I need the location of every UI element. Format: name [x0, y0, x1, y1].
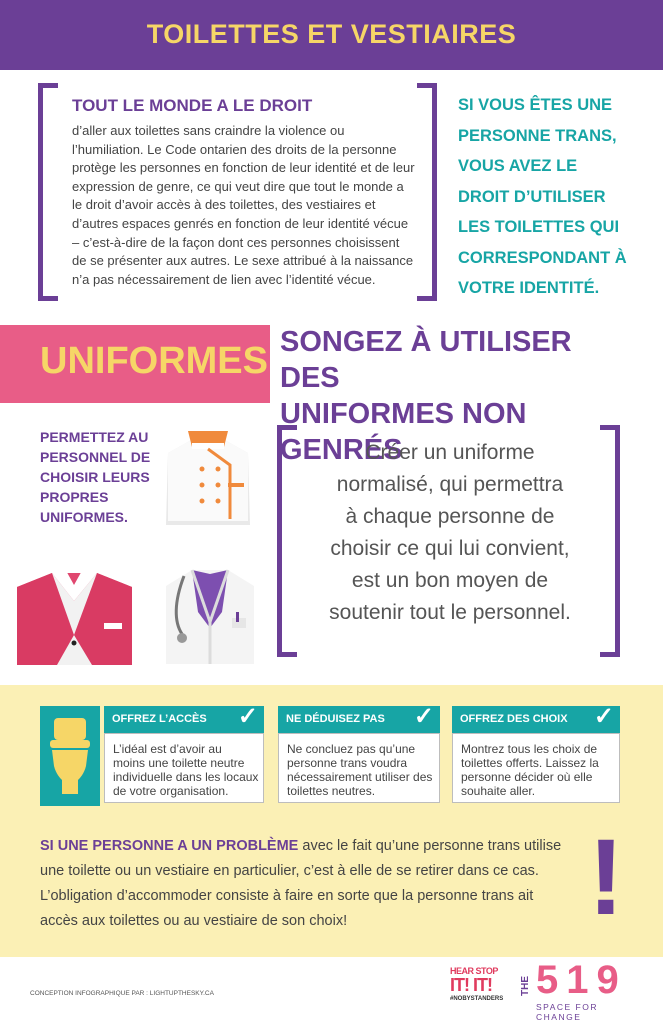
checkmark-icon: ✓ [237, 703, 258, 730]
accommodation-note [40, 834, 590, 934]
rights-body: d’aller aux toilettes sans craindre la violence ou l’humiliation. Le Code ontarien des droits de la personne protège les personnes en fonction de leur identité et de leur expression de genre, ce qui veut dire que tout le monde a le droit d’avoir accès à des toilettes, des vestiaires et d’autres espaces genrés en fonction de leur identité vécue – c’est-à-dire de la façon dont ces personnes choisissent de se présenter aux autres. Le sexe attribué à la naissance n’a pas nécessairement de lien avec l’identité vécue. [72, 123, 415, 287]
callout-line: DROIT D’UTILISER [458, 187, 606, 206]
heading-line: UNIFORMES NON GENRÉS [280, 398, 527, 466]
right-bracket [417, 83, 437, 301]
card-header-no-assume [278, 703, 440, 733]
permit-line: PROPRES [40, 489, 109, 505]
permit-text [40, 427, 170, 527]
trans-rights-callout [458, 90, 658, 304]
card-line: personne décider où elle [461, 770, 593, 784]
vest-uniform-icon [12, 565, 137, 667]
note-line: avec le fait qu’une personne trans utilise [298, 838, 562, 854]
doctor-coat-icon [160, 562, 260, 667]
chef-jacket-icon [158, 425, 258, 530]
the-519-logo: THE 519 SPACE FOR CHANGE [520, 958, 627, 1022]
permit-line: UNIFORMES. [40, 509, 128, 525]
card-line: L’idéal est d’avoir au [113, 742, 222, 756]
left-bracket [277, 425, 297, 657]
card-line: moins une toilette neutre [113, 756, 245, 770]
body-line: soutenir tout le personnel. [329, 601, 571, 624]
card-line: personne trans voudra [287, 756, 408, 770]
checkmark-icon: ✓ [413, 703, 434, 730]
permit-line: CHOISIR LEURS [40, 469, 150, 485]
card-body-access [104, 733, 264, 803]
callout-line: LES TOILETTES QUI [458, 218, 620, 236]
toilet-icon [40, 706, 100, 806]
card-line: Montrez tous les choix de [461, 742, 598, 756]
uniforms-body [295, 437, 605, 629]
uniforms-title: UNIFORMES [40, 340, 268, 382]
left-bracket [38, 83, 58, 301]
note-line: accès aux toilettes ou au vestiaire de son choix! [40, 913, 348, 929]
permit-line: PERSONNEL DE [40, 449, 151, 465]
checkmark-icon: ✓ [593, 703, 614, 730]
card-line: souhaite aller. [461, 784, 536, 798]
body-line: à chaque personne de [345, 505, 555, 528]
callout-line: PERSONNE TRANS, [458, 126, 617, 145]
body-line: Créer un uniforme [365, 441, 535, 464]
card-title: NE DÉDUISEZ PAS [286, 713, 385, 725]
body-line: choisir ce qui lui convient, [330, 537, 570, 560]
body-line: est un bon moyen de [351, 569, 549, 592]
heading-line: SONGEZ À UTILISER DES [280, 326, 572, 394]
design-credit: CONCEPTION INFOGRAPHIQUE PAR : LIGHTUPTHESKY.CA [30, 990, 214, 997]
card-header-choices [452, 703, 620, 733]
card-body-choices [452, 733, 620, 803]
note-line: une toilette ou un vestiaire en particulier, c’est à elle de se retirer dans ce cas. [40, 863, 539, 879]
card-line: toilettes offerts. Laissez la [461, 756, 599, 770]
card-line: nécessairement utiliser des [287, 770, 433, 784]
callout-line: CORRESPONDANT À [458, 248, 627, 267]
note-line: L’obligation d’accommoder consiste à faire en sorte que la personne trans ait [40, 888, 534, 904]
card-title: OFFREZ DES CHOIX [460, 713, 568, 725]
rights-heading: TOUT LE MONDE A LE DROIT [72, 96, 313, 115]
card-line: de votre organisation. [113, 784, 229, 798]
card-line: Ne concluez pas qu’une [287, 742, 416, 756]
card-title: OFFREZ L’ACCÈS [112, 713, 207, 725]
page-title: TOILETTES ET VESTIAIRES [146, 19, 517, 49]
callout-line: SI VOUS ÊTES UNE [458, 96, 613, 114]
note-lead: SI UNE PERSONNE A UN PROBLÈME [40, 838, 299, 854]
card-line: toilettes neutres. [287, 784, 376, 798]
callout-line: VOTRE IDENTITÉ. [458, 279, 600, 297]
hear-it-stop-it-logo: HEAR STOP IT! IT! #NOBYSTANDERS [450, 966, 504, 1002]
card-line: individuelle dans les locaux [113, 770, 259, 784]
card-body-no-assume [278, 733, 440, 803]
card-header-access [104, 703, 264, 733]
body-line: normalisé, qui permettra [336, 473, 564, 496]
permit-line: PERMETTEZ AU [40, 429, 149, 445]
callout-line: VOUS AVEZ LE [458, 157, 578, 175]
exclamation-icon: ! [588, 816, 624, 937]
